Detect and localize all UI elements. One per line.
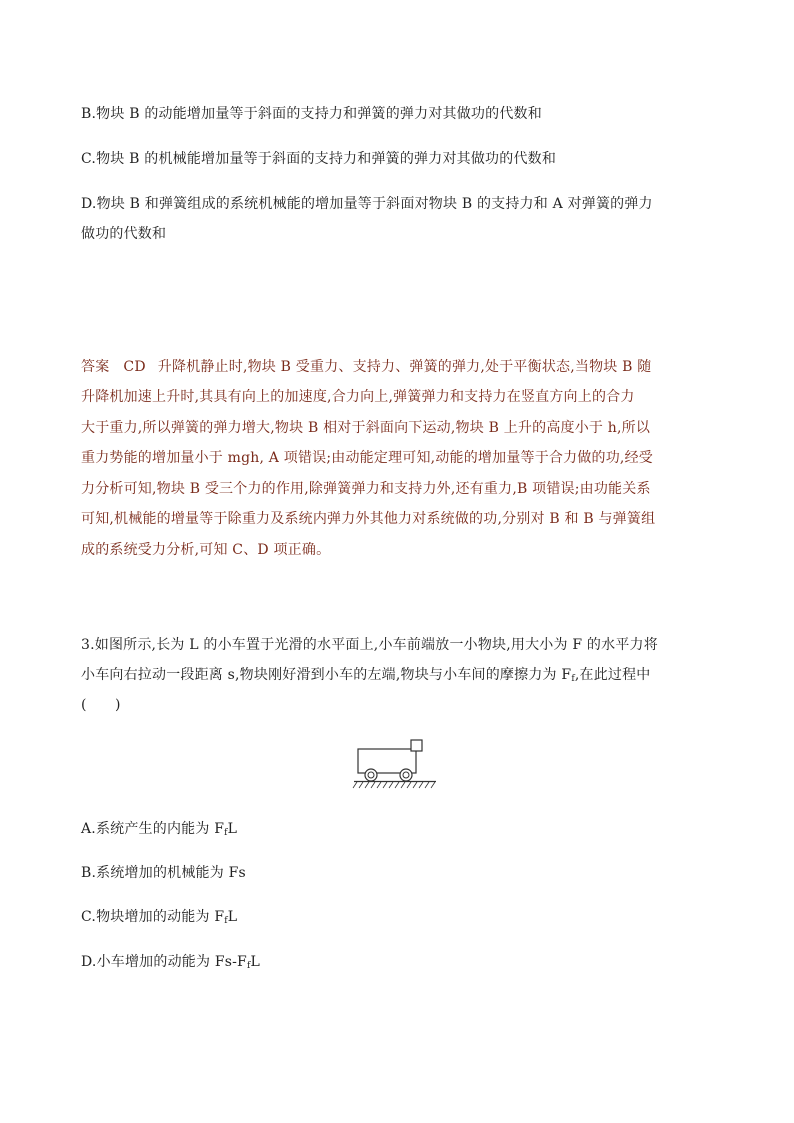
- q3-option-d-text: D.小车增加的动能为 Fs-F: [81, 954, 247, 970]
- q3-option-d-tail: L: [250, 954, 260, 970]
- option-d-prev-line2: 做功的代数和: [81, 226, 167, 242]
- answer-line-1: [81, 356, 651, 376]
- q3-option-d-subscript: f: [246, 961, 251, 971]
- cart-wheel-left: [365, 769, 377, 781]
- option-d-prev-line1: D.物块 B 和弹簧组成的系统机械能的增加量等于斜面对物块 B 的支持力和 A 对弹簧的弹力: [81, 196, 653, 212]
- q3-stem-line2-tail: ,在此过程中: [574, 667, 651, 683]
- q3-option-a-text: A.系统产生的内能为 F: [81, 821, 225, 837]
- ground-hatching: [353, 782, 435, 788]
- option-b-prev: B.物块 B 的动能增加量等于斜面的支持力和弹簧的弹力对其做功的代数和: [81, 106, 542, 122]
- q3-stem-line2: [81, 664, 651, 684]
- q3-option-a: [81, 818, 237, 838]
- q3-option-a-subscript: f: [224, 828, 228, 838]
- cart-block-diagram: [352, 735, 442, 791]
- q3-option-b: B.系统增加的机械能为 Fs: [81, 865, 246, 881]
- answer-choice: CD: [123, 359, 146, 375]
- cart-wheel-right: [400, 769, 412, 781]
- answer-line-2: 升降机加速上升时,其具有向上的加速度,合力向上,弹簧弹力和支持力在竖直方向上的合力: [81, 389, 635, 405]
- answer-line-5: 力分析可知,物块 B 受三个力的作用,除弹簧弹力和支持力外,还有重力,B 项错误;由功能关系: [81, 481, 651, 497]
- q3-stem-line2-text: 小车向右拉动一段距离 s,物块刚好滑到小车的左端,物块与小车间的摩擦力为 F: [81, 667, 572, 683]
- q3-option-c-text: C.物块增加的动能为 F: [81, 909, 225, 925]
- answer-text-1: 升降机静止时,物块 B 受重力、支持力、弹簧的弹力,处于平衡状态,当物块 B 随: [157, 359, 652, 375]
- answer-line-7: 成的系统受力分析,可知 C、D 项正确。: [81, 542, 331, 558]
- q3-option-a-tail: L: [227, 821, 238, 837]
- answer-line-4: 重力势能的增加量小于 mgh, A 项错误;由动能定理可知,动能的增加量等于合力做的功,经受: [81, 450, 653, 466]
- q3-friction-subscript: f: [571, 674, 575, 684]
- q3-option-c: [81, 906, 237, 926]
- q3-stem-line1: 3.如图所示,长为 L 的小车置于光滑的水平面上,小车前端放一小物块,用大小为 F 的水平力将: [81, 637, 658, 653]
- answer-prefix: 答案: [81, 359, 110, 375]
- q3-option-d: [81, 951, 260, 971]
- small-block: [411, 740, 422, 751]
- answer-line-6: 可知,机械能的增量等于除重力及系统内弹力外其他力对系统做的功,分别对 B 和 B 与弹簧组: [81, 511, 656, 527]
- answer-line-3: 大于重力,所以弹簧的弹力增大,物块 B 相对于斜面向下运动,物块 B 上升的高度小于 h,所以: [81, 420, 651, 436]
- q3-option-c-tail: L: [227, 909, 238, 925]
- q3-answer-blank: ( ): [81, 697, 121, 713]
- option-c-prev: C.物块 B 的机械能增加量等于斜面的支持力和弹簧的弹力对其做功的代数和: [81, 151, 557, 167]
- q3-option-c-subscript: f: [224, 916, 228, 926]
